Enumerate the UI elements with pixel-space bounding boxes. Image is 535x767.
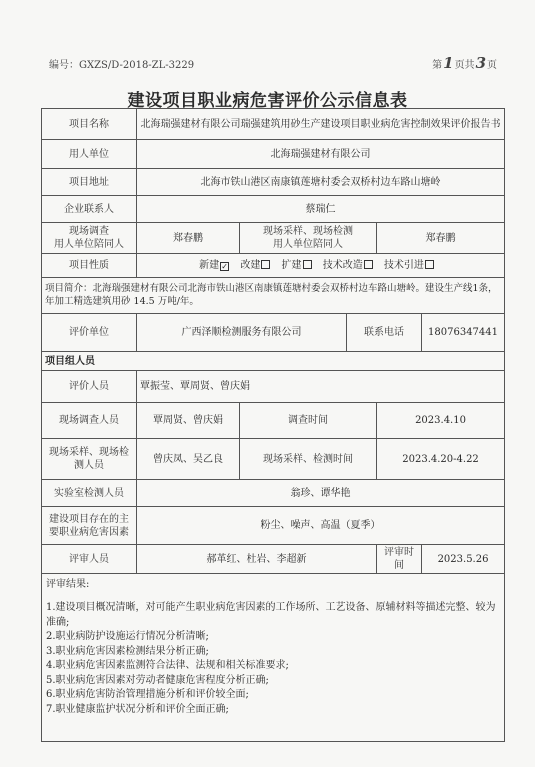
lab-staff-value: 翁珍、谭华艳 (137, 480, 505, 507)
review-time-value: 2023.5.26 (422, 545, 505, 574)
sampling-staff-value: 曾庆凤、吴乙良 (137, 439, 240, 480)
checkbox-icon (303, 260, 312, 269)
list-item: 1.建设项目概况清晰，对可能产生职业病危害因素的工作场所、工艺设备、原辅材料等描述完整、较为准确; (46, 602, 496, 628)
list-item: 5.职业病危害因素对劳动者健康危害程度分析正确; (46, 674, 269, 686)
survey-staff-value: 覃周贤、曾庆娟 (137, 403, 240, 439)
project-name-value: 北海瑞强建材有限公司瑞强建筑用砂生产建设项目职业病危害控制效果评价报告书 (137, 109, 505, 140)
evaluation-section (42, 574, 505, 742)
sampling-time-value: 2023.4.20-4.22 (377, 439, 505, 480)
evaluators-value: 覃振莹、覃周贤、曾庆娟 (137, 371, 505, 403)
evaluators-label: 评价人员 (42, 371, 137, 403)
page-total: 3 (475, 54, 486, 72)
list-item: 7.职业健康监护状况分析和评价全面正确; (46, 703, 229, 715)
contact-label: 企业联系人 (42, 196, 137, 223)
nature-option-new: 新建 ✓ (199, 260, 228, 271)
hazards-label: 建设项目存在的主 要职业病危害因素 (42, 507, 137, 545)
contact-value: 蔡瑞仁 (137, 196, 505, 223)
project-name-label: 项目名称 (42, 109, 137, 140)
evaluation-title: 评审结果: (46, 579, 90, 590)
info-table (41, 108, 505, 742)
page-title: 建设项目职业病危害评价公示信息表 (127, 91, 408, 111)
nature-options (137, 254, 505, 278)
sampling-time-label: 现场采样、检测时间 (240, 439, 377, 480)
sampling-staff-label: 现场采样、现场检 测人员 (42, 439, 137, 480)
lab-staff-label: 实验室检测人员 (42, 480, 137, 507)
address-value: 北海市铁山港区南康镇莲塘村委会双桥村边车路山塘岭 (137, 169, 505, 196)
table-row (42, 278, 505, 314)
survey-accompany-label: 现场调查 用人单位陪同人 (42, 223, 137, 254)
address-label: 项目地址 (42, 169, 137, 196)
page-indicator: 第1页共3页 (432, 54, 497, 72)
table-row (42, 507, 505, 545)
eval-unit-label: 评价单位 (42, 314, 137, 352)
checkbox-checked-icon: ✓ (221, 262, 228, 271)
page-current: 1 (443, 54, 454, 72)
phone-value: 18076347441 (422, 314, 505, 352)
table-row (42, 196, 505, 223)
survey-time-label: 调查时间 (240, 403, 377, 439)
table-row (42, 439, 505, 480)
project-summary: 项目简介：北海瑞强建材有限公司北海市铁山港区南康镇莲塘村委会双桥村边车路山塘岭。建设生产线1条，年加工精选建筑用砂 14.5 万吨/年。 (42, 278, 505, 314)
list-item: 3.职业病危害因素检测结果分析正确; (46, 645, 209, 657)
phone-label: 联系电话 (347, 314, 422, 352)
table-row (42, 223, 505, 254)
team-heading: 项目组人员 (42, 352, 505, 371)
document-number: 编号：GXZS/D-2018-ZL-3229 (49, 60, 195, 71)
list-item: 2.职业病防护设施运行情况分析清晰; (46, 631, 209, 642)
table-row (42, 109, 505, 140)
nature-option-tech-import: 技术引进 (384, 260, 434, 271)
table-row (42, 140, 505, 169)
checkbox-icon (261, 260, 270, 269)
survey-time-value: 2023.4.10 (377, 403, 505, 439)
employer-label: 用人单位 (42, 140, 137, 169)
review-time-label: 评审时间 (377, 545, 422, 574)
sampling-accompany-label: 现场采样、现场检测 用人单位陪同人 (240, 223, 377, 254)
checkbox-icon (364, 260, 373, 269)
nature-option-rebuild: 改建 (240, 260, 270, 271)
list-item: 6.职业病危害防治管理措施分析和评价较全面; (46, 689, 249, 700)
table-row (42, 480, 505, 507)
checkbox-icon (425, 260, 434, 269)
employer-value: 北海瑞强建材有限公司 (137, 140, 505, 169)
table-row (42, 254, 505, 278)
table-row (42, 403, 505, 439)
reviewers-label: 评审人员 (42, 545, 137, 574)
nature-option-expand: 扩建 (282, 260, 312, 271)
eval-unit-value: 广西泽顺检测服务有限公司 (137, 314, 347, 352)
table-row (42, 169, 505, 196)
table-row (42, 371, 505, 403)
reviewers-value: 郝革红、杜岩、李超新 (137, 545, 377, 574)
nature-label: 项目性质 (42, 254, 137, 278)
evaluation-list (46, 601, 500, 717)
list-item: 4.职业病危害因素监测符合法律、法规和相关标准要求; (46, 660, 289, 671)
sampling-accompany-value: 郑春鹏 (377, 223, 505, 254)
survey-accompany-value: 郑春鹏 (137, 223, 240, 254)
survey-staff-label: 现场调查人员 (42, 403, 137, 439)
nature-option-tech-reform: 技术改造 (323, 260, 373, 271)
hazards-value: 粉尘、噪声、高温（夏季） (137, 507, 505, 545)
table-row (42, 545, 505, 574)
table-row (42, 574, 505, 742)
table-row (42, 314, 505, 352)
table-row (42, 352, 505, 371)
